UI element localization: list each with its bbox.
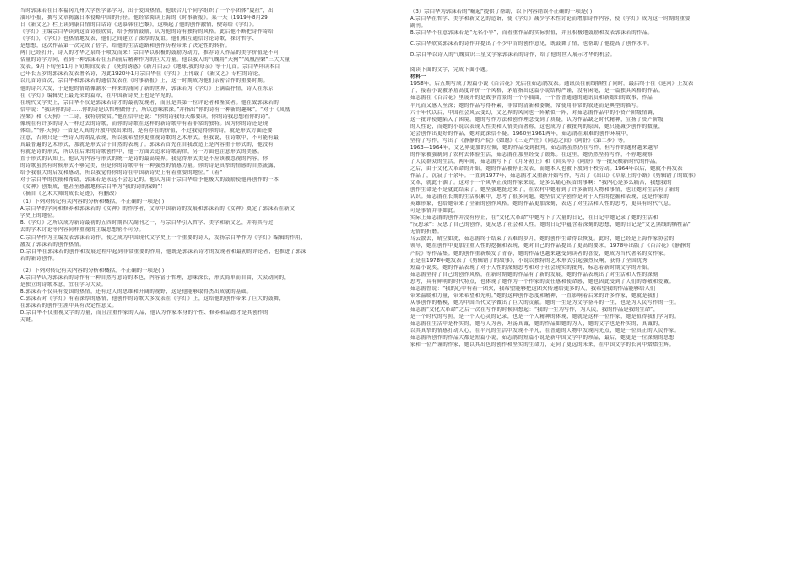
right-column: [410, 8, 770, 556]
text-line: 创作生命是不是就此结束了。她坚强地挺过来了，在农村中她看到了许多新的人物和事情，也让她对生活有了新的: [410, 187, 680, 194]
text-line: 六十年代以后，中国社会风云变幻，文艺界的风向也一阵紧似一阵，对茹志鹃作品中的小资产阶级情调，: [410, 109, 658, 116]
answer-option: D.宗白华不仅重视文字的力量，而且注重作家的人品，他认为作家本身的个性、修养和品德才是其创作的: [20, 309, 269, 316]
text-line: 以几首诗首次，宗白华和郭沫若的通信发表在《时事新报》上，这一时期成为他们亲密合作的重要时期。: [20, 78, 268, 85]
text-line: 涅槃》和《天狗》一二诗，我特别赞赏。”他在信中还说：“你的诗我每天都要读，你的诗我总想看你的诗”。: [20, 113, 274, 120]
text-line: 茹志鹃在生活中是朴实的，她与人为善，坦荡真诚，她的作品如她的为人，她的文字也是朴实的，真诚的，: [410, 320, 664, 327]
text-line: 了人民群众的生活，两年间，茹志鹃写下了《月牙初上》和《回头卒》《阿舒》等一批反映新时代的作品。: [410, 158, 661, 165]
text-line: 短篇小说奖，她的作品表现了对于人性的深刻思考和对于社会现实的批判，标志着新时期文学的开始。: [410, 264, 653, 271]
text-line: 茹志鹃“文化大革命”之后一次在写作的时候回想起：“我的一生为写作，为人民，我的作品是我的生命”，: [410, 306, 659, 313]
text-line: 发表。9月下旬至11月下旬期间发表了《死的诱惑》《新月白云》《地球,我的母亲》等十几首。宗白华拜读本白: [20, 64, 280, 71]
text-line: 可是事情并非如此。: [410, 208, 459, 215]
answer-option: 副刊。: [410, 23, 427, 30]
text-line: 体结。”“你·天狗》一首是人真的开放中放出来的，是有存在的价值，不过我觉得你的诗，就是形式方面还要: [20, 127, 273, 134]
text-line: 《学灯》，《学灯》也热情地发表，他们之间建立了深厚的友谊。他们相互通信讨论诗歌，探讨哲学、: [20, 36, 258, 43]
text-line: 的作家被强制到了农村去体验生活，茹志鹃在那里经受了锻炼。在这里，她仍然坚持写作，不停地观察: [410, 151, 653, 158]
text-line: 油印小报，撰写文章揭露日本侵略中国的行径。他经常阅读上海的《时事新报》。某一天（1919年8月29: [20, 15, 268, 22]
answer-option: A.宗白华的学问和修养和郭沫若的《女神》的作序者，文章中国新诗的发展和郭沫若的《女神》奠定了郭沫若在新文: [20, 206, 295, 213]
text-line: 文革，就此干涸了。这对于一个风华正茂的作家来说，是多么痛心疾首的事啊：“我内心是多么痛苦，我想我的: [410, 180, 672, 187]
text-line: 给予我很大的启发和感动，所以我觉得你的诗在中国新诗史上有着重要的地位。”（着“: [20, 170, 223, 177]
answer-option: 去的学术讨论等内容同样重视的主编思想密不可分。: [20, 227, 144, 234]
text-line: 坚持了写作，写出了《静静的产院》《如愿》《三走严庄》《同志之间》《阿舒》《第二步》等。: [410, 137, 629, 144]
text-line: 领导，她在创作中更加注重人性的挖掘和表现，她对自己的作品提出了更高的要求，1978年出版了《百合花》《静静的: [410, 243, 691, 250]
text-line: 在现代文学史上，宗白华不仅是郭沫若诗才的最初发现者，而且是其第一位评论者和鉴赏者。他在致郭沫若的: [20, 99, 279, 106]
text-line: 己年长五岁的郭沫若发表署名诗，为此1920年1月宗白华在《学灯》上刊载了《新文艺》专栏的诗论，: [20, 71, 264, 78]
question-stem: （2）下列对传记有关内容的分析和概括，不正确的一项是( ): [20, 267, 165, 274]
text-line: 1958年，后五期写成了短篇小说《百合花》先后在茹志鹃发表。通讯员在前线牺牲了同时，最后终于在《延河》上发表: [410, 81, 694, 88]
text-line: 1963—1964年，文艺界更加的左倾，她的作品受到批判，茹志鹃虽然仍在写作，但写作的题材越来越窄: [410, 144, 659, 151]
text-line: 的诗歌虽然有时候形式不够完美，但是你的诗歌中有一种强烈的情感力量。你的诗是真挚的情感的自然流露，: [20, 163, 279, 170]
text-line: 带来温暖和力量，带来希望和光明。”她的这种创作态度和精神，一直影响着后来的许多作家，她就是我们: [410, 292, 659, 299]
text-line: 是想想，这次作品第一次完成了倍字，给他的生活道路和创作历程带来了决定性的转折。: [20, 43, 231, 50]
answer-option: A.宗白华认为郭沫若的诗作有一种自然写意诗的本色，内容富于哲理，意味深长，形式简单而自由，大众动向的，: [20, 274, 290, 281]
answer-option: 激发了郭沫若的创作热情。: [20, 241, 85, 248]
answer-option: 学史上的地位。: [20, 213, 58, 220]
answer-option: 在郭沫若的创作生涯中具有决定性意义。: [20, 302, 118, 309]
text-line: 茹志鹃曾说：“我的心中有着一团火，我希望能够把这团火传递给更多的人，我希望我的作品能够给人们: [410, 285, 656, 292]
answer-option: 若的新诗创作。: [20, 255, 58, 262]
text-line: 《学灯》主编宗白华读到这首诗很欣赏，给予热情鼓励，认为他的诗有独特的风格。此后他不断把诗作寄给: [20, 29, 274, 36]
spacer: [20, 263, 380, 267]
text-line: 平凡而又感人至深；她的作品写得朴素，非常的清新和委婉，常使用非常的叙述而是典型的描写。: [410, 102, 642, 109]
text-line: 真最普遍的艺术形式，那就是形式合于自然的表现了。郭沫若首先在自我改造上是内容重于形式的，他没有: [20, 141, 274, 148]
text-line: 阅读下面的文字，完成下面小题。: [410, 67, 491, 74]
text-line: 英雄形象，也给她带来了全新的创作风格。她的作品更加深刻，表达了对生活和人性的思考，更具有时代气息。: [410, 201, 675, 208]
answer-option: 是独立的诗歌本意，宜在学习大众。: [20, 281, 107, 288]
text-line: “反思录”：反思了自己的创作，更反思了社会和人性。她的日记中蕴含着深刻的思想，她的日记是“文艺黑线的牺牲品”: [410, 222, 691, 229]
text-line: 他的诗兴大发，于是他的情绪像潮水一样来的涌向了新的世界，郭沫若为《学灯》上满篇抒情，诗人在东京: [20, 85, 274, 92]
text-line: （摘自《艺术大师的成长足迹》，有删改）: [20, 191, 120, 198]
answer-option: C.宗白华作为主编发表郭沫若诗作，使之成为中国现代文学史上一个重要的诗人，发扬宗白华作为《学灯》编辑的作用，: [20, 234, 306, 241]
answer-option: 关键。: [20, 317, 37, 324]
text-line: 家和一位严谨的作家，她以其出色的创作和坚实的生命力，走向了更远的未来，在中国文学的长河中熠熠生辉。: [410, 342, 675, 349]
text-line: 了，接着小说被茅盾高度评价一个风格，茅盾指出这篇小说结构严谨，没有闲笔，是一篇独具风格的作品。: [410, 88, 664, 95]
text-line: 茹志鹃坚持了自己的创作风格，在新时期她的作品有了新的发展，她的作品表现出了对生活和人性的深刻: [410, 271, 658, 278]
text-line: 日《新文艺》栏上读到康白情的白话诗《送慕韩往巴黎》，这唤起了他的创作激情，便寄给《学灯》。: [20, 22, 258, 29]
answer-option: D.宗白华以诗人的气魄赏识三星文学家郭沫若的诗作，给了他的世人展示才华的机会。: [410, 52, 616, 59]
text-line: 这一批评使她陷入了困境。她的写作方法和创作理念受到了质疑，认为作品缺乏时代精神，宣扬了资产阶级: [410, 116, 664, 123]
answer-option: A.宗白华在哲学、美学和新文艺的造诣，使《学灯》减少学术性讨论而增加诗作内容，使《学灯》成为这一时期的重要: [410, 16, 691, 23]
text-line: 无情的折磨。: [410, 229, 443, 236]
answer-option: B.郭沫若不仅具有爱国的热情，还有过人的思维和开阔的视野，这是他能够取得杰出成就的基础。: [20, 288, 252, 295]
text-line: 两门已经打开，诗人的才华之泉终于喷发而来！宗白华以积极的鼓励为动力，推荐诗人作品的美学价值是不可: [20, 50, 279, 57]
answer-option: B.《学灯》之所以成为新诗最初的五四时期四大副刊之一，与宗白华引入哲学、美学和新文艺，并将其与过: [20, 220, 274, 227]
answer-option: C.宗白华欣赏郭沫若的诗作并提出了不少中肯的创作意见，既鼓舞了情，也帮助了他提高了创作水平。: [410, 41, 653, 48]
question-stem: （1）下列对传记有关内容的分析和概括，不正确的一项是( ): [20, 199, 165, 206]
text-line: 从事创作的楷模，她为中国当代文学做出了巨大的贡献。她的一生是为文学奋斗的一生，也是为人民写作的一生。: [410, 299, 680, 306]
answer-option: D.宗白华在郭沫若的创作和发展过程中起到非常重要的作用，他既是郭沫若诗才的发现者和最初的评论者，也推进了郭沫: [20, 248, 307, 255]
text-line: 像现在有许多的诗人一样过去的诗歌，而你的诗歌在这样的新诗歌中有着非常的独特。因为你的诗还是现: [20, 120, 268, 127]
text-line: 思考，具有鲜明的时代特点，也体现了她作为一个作家的责任感和使命感，她也因此受到了人们的尊敬和爱戴。: [410, 278, 675, 285]
text-line: 有就是诗的形式，所以在后来的诗歌创作中，他一方面去追求诗歌韵律，另一方面也注意形式的美感。: [20, 148, 263, 155]
text-line: 注意，否则只是一些诗人的胡乱表现，所以我希望你更重视诗歌的艺术形式。但我说，在诗歌中，不可能有最: [20, 134, 279, 141]
text-line: 对于宗白华的扶掖和帮助，郭沫若是永远不会忘记的。他认为由于宗白华给予他极大的鼓励使他再创作的一本: [20, 177, 279, 184]
text-line: 产院》等作品集。她的创作重新焕发了青春，她的作品也越来越受到读者的喜爱，她成为当代著名的女作家。: [410, 250, 669, 257]
text-line: 作品了，沉寂了十余年。一直到1977年，茹志鹃才又重新开始写作，写出了《出山》《草原上的小路》《剪辑错了的故事》: [410, 172, 699, 179]
text-line: 之后，由于文化大革命的开始，她的作品被停止发表，而她本人也被下放到干校劳动。1964年以后，她就不再发表: [410, 165, 683, 172]
answer-option: B.宗白华不在意郭沫若是“无名小卒”，而看重作品的实际价值，并且积极地鼓励和发表郭沫若的作品。: [410, 30, 653, 37]
text-line: 的人性论，而她的小说以表现人性美和人情美而著称，这也成为了被批判的原因，她只能减少创作的数量，: [410, 123, 664, 130]
answer-option: C.郭沫若对《学灯》有着深厚的感情，他创作的诗歌大多发表在《学灯》上，这给他的创作带来了巨大的鼓舞，: [20, 295, 285, 302]
text-line: 定会创作出更好的作品，她对此深信不疑。1960至1961两年，茹志鹃在艰难的创作环境中，: [410, 130, 632, 137]
text-line: 正是在1978年她发表了《剪辑错了的故事》，小说以独特的艺术形式引起强烈反响，获得了全国优秀: [410, 257, 648, 264]
text-line: 实际上茹志鹃的创作并没有停止，在“文化大革命”中她写下了大量的日记，在日记中她记录了她的生活和: [410, 215, 659, 222]
text-line: 乌云散去，晴空如洗，茹志鹃终于结束了苦难的岁月，她的创作生命得以恢复。此时，她已经是上海作家协会的: [410, 236, 675, 243]
text-line: 估量的诗学方向，看到一种郭沫若在五四前后精神作为的巨大力量。他以我人的气魄将“天狗”“凤凰涅槃”三大大量: [20, 57, 290, 64]
text-line: 是一个时代的写照，是一个人心灵的记录，也是一个人精神的体现，她就是这样一位作家，她是值得我们学习的。: [410, 313, 680, 320]
text-line: 直于形式的认知上，他认为内容与形式的统一是诗的最高境界。我觉得形式美是不应该被忽视的内容。你: [20, 155, 268, 162]
text-line: 当时郭沫若在日本福冈九州大学医学部学习，出于爱国热情，他联合几个同学组织了一个小团体“夏社”，出: [20, 8, 274, 14]
text-line: 认识。茹志鹃在长期的生活积累中，思考了很多问题，她坚信文学创作是对于人性的挖掘和表现，这是作家的: [410, 194, 669, 201]
text-line: 以其真挚的情感打动人心，在平凡的生活中发现不平凡，在普通的人物中发现闪光点，她是一位真正的人民作家。: [410, 328, 680, 335]
text-line: 信中说：“我读你的诗……你的诗是以哲理做骨子，所以意味浓深。”并指出“你的诗有一种新的趣味”。“对于《凤凰: [20, 106, 291, 113]
section-heading: 材料一: [410, 74, 427, 81]
question-stem: （3）宗白华为郭沫若的“崛起”提供了帮助，以下内容错误不正确的一项是( ): [410, 9, 593, 15]
text-line: 在《学灯》编辑史上最光荣的篇章，在中国新诗史上也是罕见的。: [20, 92, 177, 99]
text-line: 茹志鹃在《百合花》里展开的是战争背景的一个小插曲，一个普普通通的通讯员和新媳妇的故事，作品: [410, 95, 653, 102]
left-column: [20, 8, 380, 556]
text-line: 《女神》创集成，他甚至感激地称宗白华为“我的诗的保姆”！: [20, 184, 166, 191]
text-line: 茹志鹃所创作的作品大都是短篇小说，茹志鹃的短篇小说是新中国文学中的珍品，最后，她更是一位深刻的思想: [410, 335, 675, 342]
